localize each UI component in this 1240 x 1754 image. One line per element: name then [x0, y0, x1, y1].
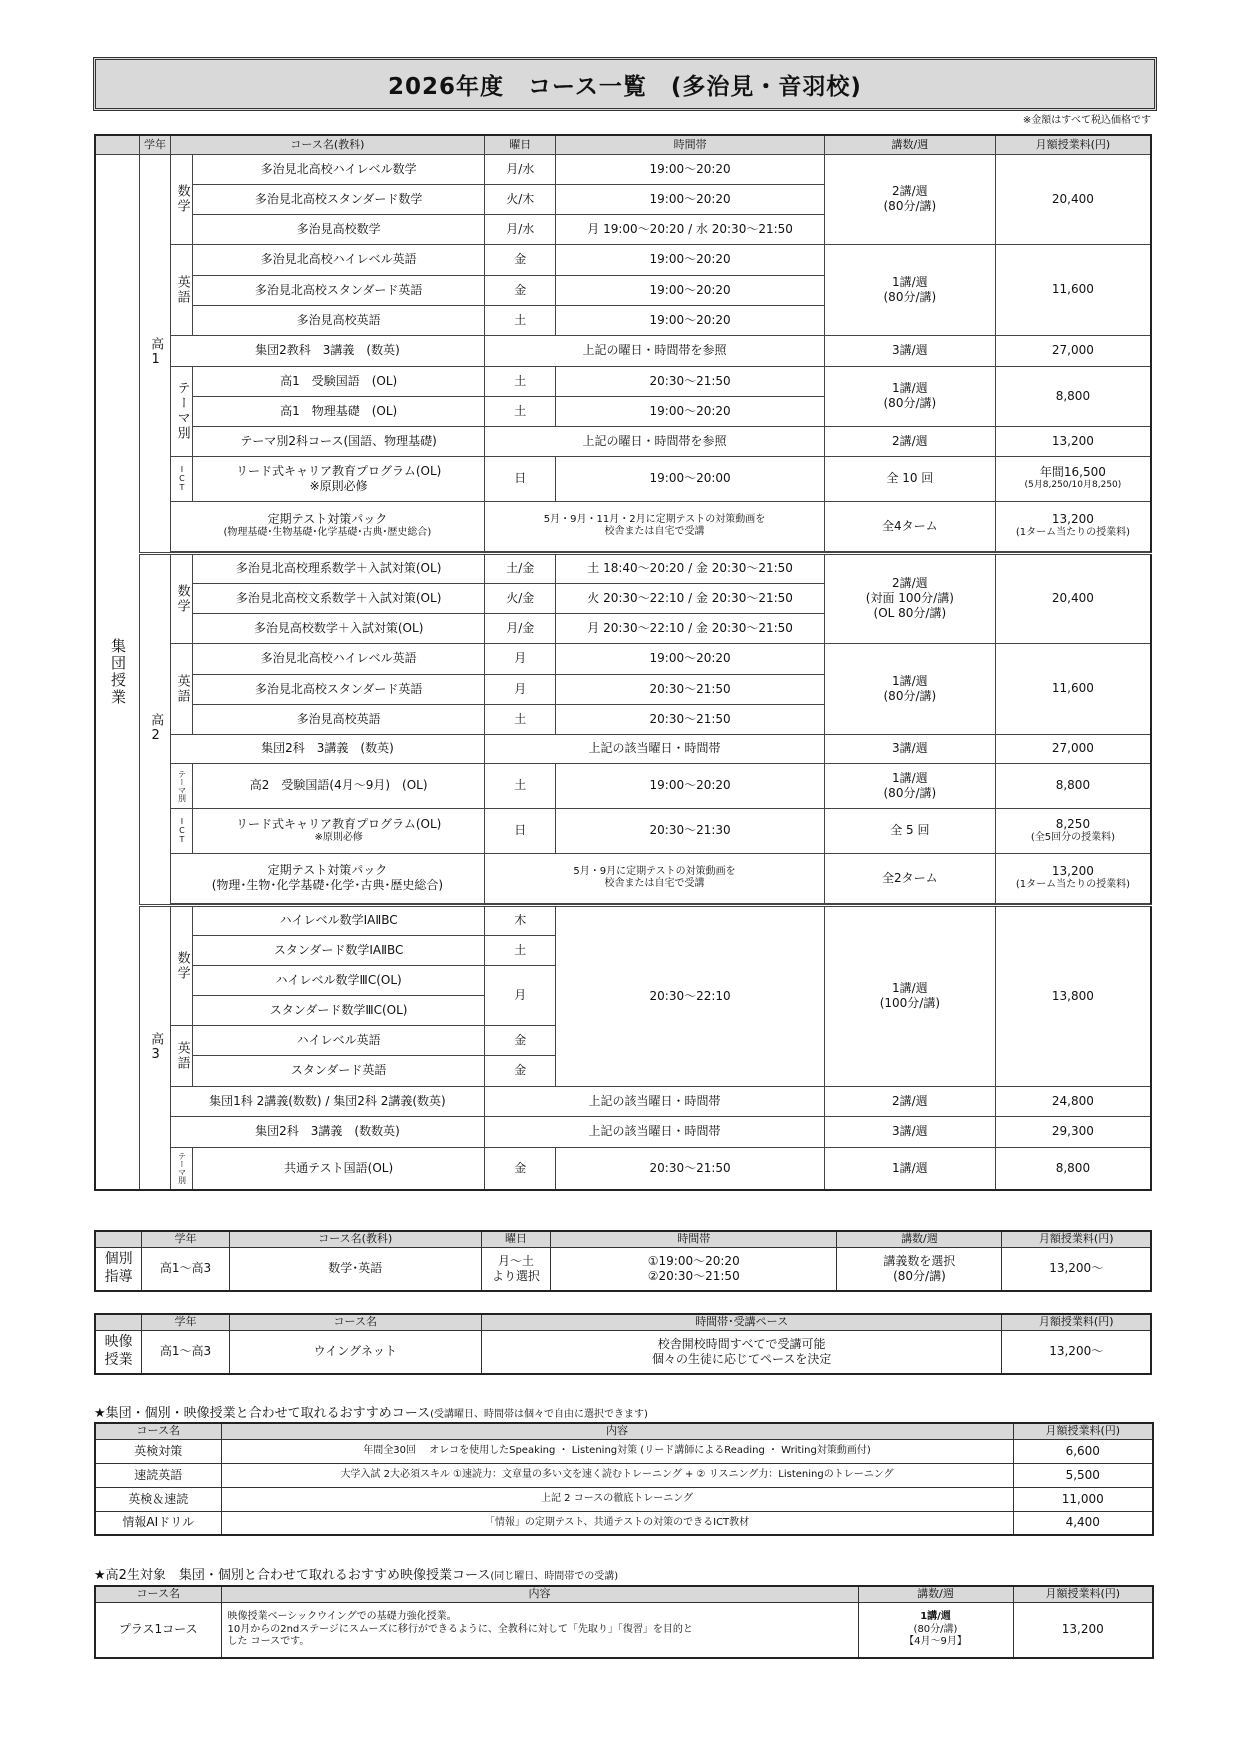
course-lessons: [824, 154, 995, 244]
course-name: 多治見北高校スタンダード数学: [193, 184, 485, 214]
course-name: 集団2教科 3講義 (数英): [170, 335, 484, 366]
course-day: 金: [485, 244, 556, 275]
course-time: 20:30～21:50: [556, 674, 825, 704]
course-name: 多治見北高校理系数学＋入試対策(OL): [193, 553, 485, 583]
pace-line: 個々の生徒に応じてペースを決定: [651, 1351, 832, 1366]
course-fee: 8,800: [995, 763, 1151, 808]
subject-math: 数学: [170, 553, 192, 643]
course-lessons: 全 10 回: [824, 456, 995, 501]
lessons-line: 2講/週: [892, 184, 928, 198]
course-time: 上記の該当曜日・時間帯: [485, 734, 825, 763]
table-row: [95, 553, 1151, 583]
course-name: 多治見北高校スタンダード英語: [193, 275, 485, 305]
grade-k2: 高2: [140, 553, 171, 905]
subject-english: 英語: [170, 244, 192, 335]
lessons-line: (80分/講): [883, 289, 937, 304]
table-row: [95, 456, 1151, 501]
course-fee: 20,400: [995, 553, 1151, 643]
course-day: 金: [485, 1055, 556, 1086]
header-course: コース名(教科): [170, 135, 484, 154]
course-time: 20:30～21:30: [556, 808, 825, 853]
course-lessons: 2講/週: [824, 426, 995, 456]
header-lessons: 講数/週: [858, 1586, 1013, 1602]
course-time: 19:00～20:20: [556, 643, 825, 674]
course-content: [221, 1602, 858, 1658]
course-name: 多治見北高校ハイレベル英語: [193, 244, 485, 275]
course-fee: 13,200: [995, 426, 1151, 456]
course-day: 月/水: [485, 214, 556, 244]
table-row: [95, 1487, 1153, 1511]
header-fee: 月額授業料(円): [1002, 1231, 1151, 1247]
course-name: 英検対策: [95, 1439, 221, 1463]
course-time: 土 18:40～20:20 / 金 20:30～21:50: [556, 553, 825, 583]
course-name: 数学･英語: [229, 1247, 481, 1291]
course-time: 20:30～21:50: [556, 366, 825, 396]
course-name: 英検＆速読: [95, 1487, 221, 1511]
header-grade: 学年: [142, 1314, 229, 1330]
course-note: ※原則必修: [314, 831, 363, 843]
course-name: ハイレベル数学ⅢC(OL): [193, 965, 485, 995]
course-fee: 11,600: [995, 643, 1151, 734]
lessons-line: (80分/講): [883, 396, 937, 410]
course-name: 高2 受験国語(4月～9月) (OL): [193, 763, 485, 808]
lessons-line: 1講/週: [920, 1611, 951, 1622]
course-time: 19:00～20:20: [556, 396, 825, 426]
lessons-line: 1講/週: [892, 673, 928, 688]
lessons-line: (80分/講): [883, 199, 937, 213]
grade: 高1～高3: [142, 1330, 229, 1374]
course-lessons: [824, 763, 995, 808]
subject-ict: ICT: [170, 456, 192, 501]
plus-course-table: [94, 1585, 1154, 1659]
course-time: 19:00～20:00: [556, 456, 825, 501]
course-time: 19:00～20:20: [556, 763, 825, 808]
course-name: 集団1科 2講義(数数) / 集団2科 2講義(数英): [170, 1086, 484, 1116]
table-row: [95, 1147, 1151, 1190]
lessons-line: 1講/週: [892, 770, 928, 785]
course-day: 木: [485, 905, 556, 935]
day-line: 月～土: [497, 1253, 534, 1268]
fee-note: (1ターム当たりの授業料): [1015, 527, 1130, 539]
course-day: 土: [485, 305, 556, 335]
lessons-line: (80分/講): [913, 1623, 958, 1635]
course-name: ハイレベル数学ⅠAⅡBC: [193, 905, 485, 935]
course-fee: [995, 501, 1151, 551]
course-time: 20:30～21:50: [556, 704, 825, 734]
course-name: 速読英語: [95, 1463, 221, 1487]
course-lessons: 全2ターム: [824, 853, 995, 903]
heading-note: (同じ曜日、時間帯での受講): [490, 1571, 619, 1582]
title-text: 2026年度 コース一覧 (多治見・音羽校): [388, 73, 862, 100]
fee-text: 8,250: [1055, 816, 1091, 831]
table-row: [95, 853, 1151, 903]
course-fee: 13,200～: [1002, 1330, 1151, 1374]
table-header: [95, 135, 1151, 154]
table-row: [95, 1602, 1153, 1658]
course-time: 19:00～20:20: [556, 184, 825, 214]
content-line: 映像授業ベーシックウイングでの基礎力強化授業。: [227, 1611, 457, 1622]
subject-theme: テーマ別: [170, 1147, 192, 1190]
header-blank: [95, 1231, 142, 1247]
course-fee: 8,800: [995, 366, 1151, 426]
course-fee: 27,000: [995, 335, 1151, 366]
course-name: 高1 受験国語 (OL): [193, 366, 485, 396]
course-day: 土: [485, 763, 556, 808]
lessons-line: 【4月～9月】: [904, 1636, 967, 1647]
course-lessons: [824, 366, 995, 426]
course-lessons: [824, 643, 995, 734]
course-day: [481, 1247, 550, 1291]
course-name: [170, 501, 484, 551]
course-name: 集団2科 3講義 (数数英): [170, 1116, 484, 1147]
course-fee: 20,400: [995, 154, 1151, 244]
course-time: 月 20:30～22:10 / 金 20:30～21:50: [556, 613, 825, 643]
day-line: より選択: [491, 1268, 540, 1283]
course-name: 情報AIドリル: [95, 1511, 221, 1535]
course-name: ウイングネット: [229, 1330, 481, 1374]
course-time: 19:00～20:20: [556, 275, 825, 305]
course-day: 日: [485, 808, 556, 853]
fee-note: (5月8,250/10月8,250): [1024, 480, 1122, 491]
course-subjects: (物理･生物･化学基礎･化学･古典･歴史総合): [211, 878, 444, 892]
course-lessons: 3講/週: [824, 335, 995, 366]
course-time: 火 20:30～22:10 / 金 20:30～21:50: [556, 583, 825, 613]
fee-note: (1ターム当たりの授業料): [1015, 879, 1130, 891]
course-name-text: リード式キャリア教育プログラム(OL): [235, 463, 442, 478]
table-row: [95, 1116, 1151, 1147]
header-day: 曜日: [485, 135, 556, 154]
course-name: 多治見高校英語: [193, 704, 485, 734]
table-row: [95, 501, 1151, 551]
header-content: 内容: [221, 1423, 1013, 1439]
fee-text: 13,200: [1051, 512, 1094, 527]
heading-text: ★高2生対象 集団・個別と合わせて取れるおすすめ映像授業コース: [94, 1568, 491, 1583]
course-name: スタンダード数学ⅠAⅡBC: [193, 935, 485, 965]
desc-line: 5月・9月・11月・2月に定期テストの対策動画を: [543, 513, 766, 525]
subject-ict: ICT: [170, 808, 192, 853]
lessons-line: 1講/週: [892, 274, 928, 289]
desc-line: 校舎または自宅で受講: [604, 526, 705, 537]
course-day: 月: [485, 965, 556, 1025]
course-day: 月/金: [485, 613, 556, 643]
subject-theme: テーマ別: [170, 763, 192, 808]
desc-line: 校舎または自宅で受講: [604, 878, 705, 889]
table-row: [95, 1086, 1151, 1116]
table-row: [95, 1330, 1151, 1374]
fee-text: 13,200: [1051, 864, 1094, 879]
course-subjects: (物理基礎･生物基礎･化学基礎･古典･歴史総合): [223, 527, 432, 539]
course-time: 19:00～20:20: [556, 154, 825, 184]
header-fee: 月額授業料(円): [1002, 1314, 1151, 1330]
course-day: 土: [485, 935, 556, 965]
course-day: 金: [485, 1025, 556, 1055]
grade-k3: 高3: [140, 905, 171, 1190]
subject-english: 英語: [170, 643, 192, 734]
table-row: [95, 763, 1151, 808]
course-content: 「情報」の定期テスト、共通テストの対策のできるICT教材: [221, 1511, 1013, 1535]
course-fee: 13,200～: [1002, 1247, 1151, 1291]
header-grade: 学年: [142, 1231, 229, 1247]
course-lessons: [837, 1247, 1002, 1291]
course-day: 月/水: [485, 154, 556, 184]
course-fee: 8,800: [995, 1147, 1151, 1190]
course-lessons: 2講/週: [824, 1086, 995, 1116]
course-name: 多治見北高校ハイレベル数学: [193, 154, 485, 184]
table-row: [95, 734, 1151, 763]
course-day: 火/木: [485, 184, 556, 214]
course-day: 土/金: [485, 553, 556, 583]
header-blank: [95, 135, 140, 154]
heading-text: ★集団・個別・映像授業と合わせて取れるおすすめコース: [94, 1406, 431, 1421]
course-day: 月: [485, 674, 556, 704]
course-lessons: 1講/週: [824, 1147, 995, 1190]
course-fee: [995, 853, 1151, 903]
lessons-line: 講義数を選択: [883, 1253, 956, 1268]
course-fee: 11,600: [995, 244, 1151, 335]
table-row: [95, 1439, 1153, 1463]
course-time: 19:00～20:20: [556, 244, 825, 275]
header-content: 内容: [221, 1586, 858, 1602]
course-fee: 13,800: [995, 905, 1151, 1086]
header-day: 曜日: [481, 1231, 550, 1247]
lessons-line: 1講/週: [892, 381, 928, 395]
course-lessons: [858, 1602, 1013, 1658]
header-time: 時間帯: [551, 1231, 837, 1247]
course-day: 金: [485, 275, 556, 305]
course-fee: 13,200: [1013, 1602, 1153, 1658]
course-content: 年間全30回 オレコを使用したSpeaking ・ Listening対策 (リード講師によるReading ・ Writing対策動画付): [221, 1439, 1013, 1463]
table-row: [95, 1247, 1151, 1291]
table-row: [95, 426, 1151, 456]
course-name: 多治見高校数学＋入試対策(OL): [193, 613, 485, 643]
table-row: [95, 335, 1151, 366]
table-row: [95, 366, 1151, 396]
course-time: 19:00～20:20: [556, 305, 825, 335]
course-lessons: 全 5 回: [824, 808, 995, 853]
table-row: [95, 244, 1151, 275]
course-fee: [995, 808, 1151, 853]
course-fee: 29,300: [995, 1116, 1151, 1147]
course-name: 集団2科 3講義 (数英): [170, 734, 484, 763]
subject-english: 英語: [170, 1025, 192, 1086]
course-time: 20:30～21:50: [556, 1147, 825, 1190]
course-name: 共通テスト国語(OL): [193, 1147, 485, 1190]
table-row: [95, 905, 1151, 935]
course-name: 多治見北高校スタンダード英語: [193, 674, 485, 704]
category-video: 映像授業: [95, 1330, 142, 1374]
course-lessons: 全4ターム: [824, 501, 995, 551]
fee-text: 年間16,500: [1039, 465, 1106, 480]
course-lessons: [824, 553, 995, 643]
course-day: 火/金: [485, 583, 556, 613]
tax-note: ※金額はすべて税込価格です: [1022, 115, 1151, 126]
table-row: [95, 1511, 1153, 1535]
course-name: [193, 456, 485, 501]
grade: 高1～高3: [142, 1247, 229, 1291]
table-row: [95, 154, 1151, 184]
course-desc: [485, 501, 825, 551]
course-time: 20:30～22:10: [556, 905, 825, 1086]
group-class-table: [94, 134, 1152, 1191]
course-content: 大学入試 2大必須スキル ①速読力：文章量の多い文を速く読むトレーニング + ② リスニング力：Listeningのトレーニング: [221, 1463, 1013, 1487]
course-name: スタンダード数学ⅢC(OL): [193, 995, 485, 1025]
header-course: コース名: [95, 1423, 221, 1439]
header-pace: 時間帯･受講ペース: [481, 1314, 1002, 1330]
course-time: 上記の曜日・時間帯を参照: [485, 335, 825, 366]
course-fee: 5,500: [1013, 1463, 1153, 1487]
subject-math: 数学: [170, 154, 192, 244]
plus-heading: [94, 1564, 618, 1583]
course-fee: 4,400: [1013, 1511, 1153, 1535]
header-blank: [95, 1314, 142, 1330]
course-time: 月 19:00～20:20 / 水 20:30～21:50: [556, 214, 825, 244]
course-time: 上記の該当曜日・時間帯: [485, 1086, 825, 1116]
heading-note: (受講曜日、時間帯は個々で自由に選択できます): [430, 1409, 648, 1420]
subject-theme: テーマ別: [170, 366, 192, 456]
course-name: テーマ別2科コース(国語、物理基礎): [193, 426, 485, 456]
course-name: 多治見高校数学: [193, 214, 485, 244]
header-time: 時間帯: [556, 135, 825, 154]
course-note: ※原則必修: [309, 478, 368, 493]
course-name: 多治見北高校文系数学＋入試対策(OL): [193, 583, 485, 613]
course-name: 高1 物理基礎 (OL): [193, 396, 485, 426]
course-name-text: 定期テスト対策パック: [267, 512, 388, 527]
course-name: スタンダード英語: [193, 1055, 485, 1086]
course-day: 日: [485, 456, 556, 501]
course-lessons: 3講/週: [824, 1116, 995, 1147]
course-name: [193, 808, 485, 853]
content-line: した コースです。: [227, 1636, 310, 1647]
header-course: コース名: [229, 1314, 481, 1330]
time-line: ②20:30～21:50: [647, 1268, 740, 1283]
pace-line: 校舎開校時間すべてで受講可能: [657, 1336, 826, 1351]
course-day: 金: [485, 1147, 556, 1190]
individual-table: [94, 1230, 1152, 1292]
header-lessons: 講数/週: [837, 1231, 1002, 1247]
course-lessons: 3講/週: [824, 734, 995, 763]
course-desc: [485, 853, 825, 903]
recommend-heading: [94, 1402, 648, 1421]
lessons-line: 1講/週: [892, 981, 928, 995]
table-row: [95, 1463, 1153, 1487]
course-fee: [995, 456, 1151, 501]
page-title: [93, 57, 1157, 111]
course-fee: 27,000: [995, 734, 1151, 763]
course-day: 土: [485, 396, 556, 426]
header-fee: 月額授業料(円): [1013, 1586, 1153, 1602]
table-row: [95, 808, 1151, 853]
course-name-text: 定期テスト対策パック: [267, 863, 388, 877]
lessons-line: (80分/講): [893, 1268, 946, 1283]
course-fee: 11,000: [1013, 1487, 1153, 1511]
category-group: 集団授業: [95, 154, 140, 1190]
fee-note: (全5回分の授業料): [1030, 831, 1115, 843]
course-name: ハイレベル英語: [193, 1025, 485, 1055]
lessons-line: (80分/講): [883, 688, 937, 703]
course-time: [551, 1247, 837, 1291]
header-grade: 学年: [140, 135, 171, 154]
table-row: [95, 643, 1151, 674]
header-fee: 月額授業料(円): [995, 135, 1151, 154]
subject-math: 数学: [170, 905, 192, 1025]
course-content: 上記 2 コースの徹底トレーニング: [221, 1487, 1013, 1511]
course-day: 月: [485, 643, 556, 674]
course-name: 多治見高校英語: [193, 305, 485, 335]
course-time: 上記の該当曜日・時間帯: [485, 1116, 825, 1147]
course-lessons: [824, 905, 995, 1086]
course-lessons: [824, 244, 995, 335]
course-name-text: リード式キャリア教育プログラム(OL): [235, 816, 442, 831]
lessons-line: (100分/講): [879, 996, 940, 1010]
course-fee: 24,800: [995, 1086, 1151, 1116]
course-name: [170, 853, 484, 903]
video-table: [94, 1313, 1152, 1375]
grade-k1: 高1: [140, 154, 171, 553]
course-fee: 6,600: [1013, 1439, 1153, 1463]
lessons-line: (対面 100分/講): [865, 591, 954, 605]
header-fee: 月額授業料(円): [1013, 1423, 1153, 1439]
lessons-line: 2講/週: [892, 576, 928, 590]
course-pace: [481, 1330, 1002, 1374]
course-time: 上記の曜日・時間帯を参照: [485, 426, 825, 456]
time-line: ①19:00～20:20: [647, 1253, 740, 1268]
lessons-line: (OL 80分/講): [873, 606, 947, 620]
course-name: プラス1コース: [95, 1602, 221, 1658]
header-lessons: 講数/週: [824, 135, 995, 154]
course-day: 土: [485, 366, 556, 396]
header-course: コース名(教科): [229, 1231, 481, 1247]
category-individual: 個別指導: [95, 1247, 142, 1291]
recommend-table: [94, 1422, 1154, 1536]
desc-line: 5月・9月に定期テストの対策動画を: [573, 865, 736, 877]
course-name: 多治見北高校ハイレベル英語: [193, 643, 485, 674]
course-day: 土: [485, 704, 556, 734]
content-line: 10月からの2ndステージにスムーズに移行ができるように、全教科に対して「先取り」「復習」を目的と: [227, 1623, 693, 1635]
lessons-line: (80分/講): [883, 785, 937, 800]
header-course: コース名: [95, 1586, 221, 1602]
